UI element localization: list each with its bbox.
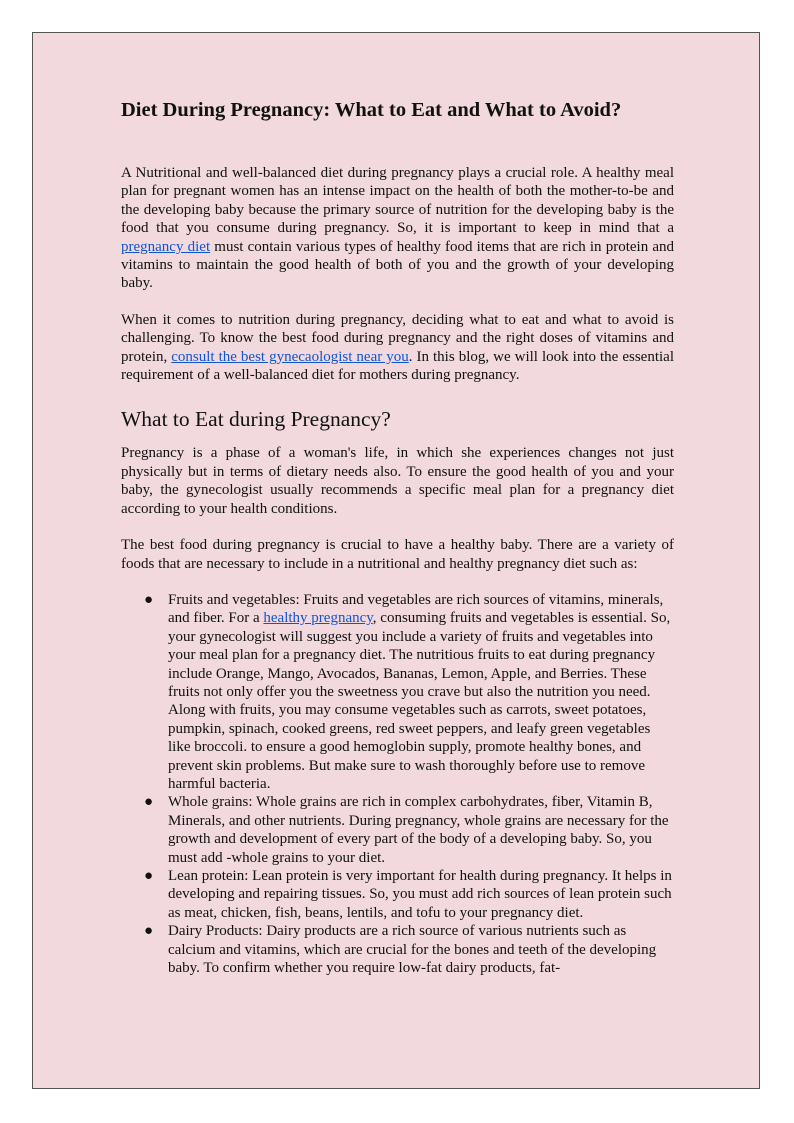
intro-paragraph-2	[121, 311, 674, 385]
section-heading: What to Eat during Pregnancy?	[121, 407, 391, 432]
intro-paragraph-1	[121, 164, 674, 293]
list-item-whole-grains	[121, 793, 674, 867]
document-title: Diet During Pregnancy: What to Eat and What to Avoid?	[121, 99, 622, 121]
paragraph-text: When it comes to nutrition during pregnancy, deciding what to eat and what to avoid is challenging. To know the best food during pregnancy and the right doses of vitamins and protein,	[121, 311, 674, 365]
healthy-pregnancy-link[interactable]: healthy pregnancy	[263, 610, 373, 627]
paragraph-text: . In this blog, we will look into the essential requirement of a well-balanced diet for mothers during pregnancy.	[121, 348, 674, 384]
list-item-text: Whole grains: Whole grains are rich in complex carbohydrates, fiber, Vitamin B, Minerals, and other nutrients. During pregnancy, whole grains are necessary for the growth and development of every part of the body of a developing baby. So, you must add -whole grains to your diet.	[168, 794, 669, 866]
bullet-icon: ●	[144, 868, 154, 884]
gynecologist-link[interactable]: consult the best gynecaologist near you	[171, 348, 409, 365]
list-item-text: Dairy Products: Dairy products are a rich source of various nutrients such as calcium and vitamins, which are crucial for the bones and teeth of the developing baby. To confirm whether you require low-fat dairy products, fat-	[168, 923, 657, 977]
list-item-text: , consuming fruits and vegetables is essential. So, your gynecologist will suggest you include a variety of fruits and vegetables into your meal plan for a pregnancy diet. The nutritious fruits to eat during pregnancy include Orange, Mango, Avocados, Bananas, Lemon, Apple, and Berries. These fruits not only offer you the sweetness you crave but also the nutrition you need. Along with fruits, you may consume vegetables such as carrots, sweet potatoes, pumpkin, spinach, cooked greens, red sweet peppers, and leafy green vegetables like broccoli. to ensure a good hemoglobin supply, promote healthy bones, and prevent skin problems. But make sure to wash thoroughly before use to remove harmful bacteria.	[168, 610, 671, 792]
list-item-text: Lean protein: Lean protein is very important for health during pregnancy. It helps in developing and repairing tissues. So, you must add rich sources of lean protein such as meat, chicken, fish, beans, lentils, and tofu to your pregnancy diet.	[168, 868, 672, 921]
list-item-fruits-vegetables	[121, 591, 674, 793]
document-body	[121, 97, 674, 977]
section-paragraph-1: Pregnancy is a phase of a woman's life, in which she experiences changes not just physically but in terms of dietary needs also. To ensure the good health of you and your baby, the gynecologist usually recommends a specific meal plan for a pregnancy diet according to your health conditions.	[121, 445, 674, 517]
list-item-text: Fruits and vegetables: Fruits and vegetables are rich sources of vitamins, minerals, and fiber. For a	[168, 591, 664, 627]
section-paragraph-2: The best food during pregnancy is crucial to have a healthy baby. There are a variety of foods that are necessary to include in a nutritional and healthy pregnancy diet such as:	[121, 537, 674, 572]
list-item-lean-protein	[121, 867, 674, 922]
food-list	[121, 591, 674, 978]
paragraph-text: must contain various types of healthy food items that are rich in protein and vitamins to maintain the good health of both of you and the growth of your developing baby.	[121, 238, 675, 292]
paragraph-text: A Nutritional and well-balanced diet during pregnancy plays a crucial role. A healthy meal plan for pregnant women has an intense impact on the health of both the mother-to-be and the developing baby because the primary source of nutrition for the developing baby is the food that you consume during pregnancy. So, it is important to keep in mind that a	[121, 165, 674, 237]
pregnancy-diet-link[interactable]: pregnancy diet	[121, 238, 211, 255]
bullet-icon: ●	[144, 923, 154, 940]
bullet-icon: ●	[144, 591, 154, 608]
bullet-icon: ●	[144, 794, 154, 811]
document-page	[32, 32, 760, 1089]
list-item-dairy-products	[121, 922, 674, 977]
